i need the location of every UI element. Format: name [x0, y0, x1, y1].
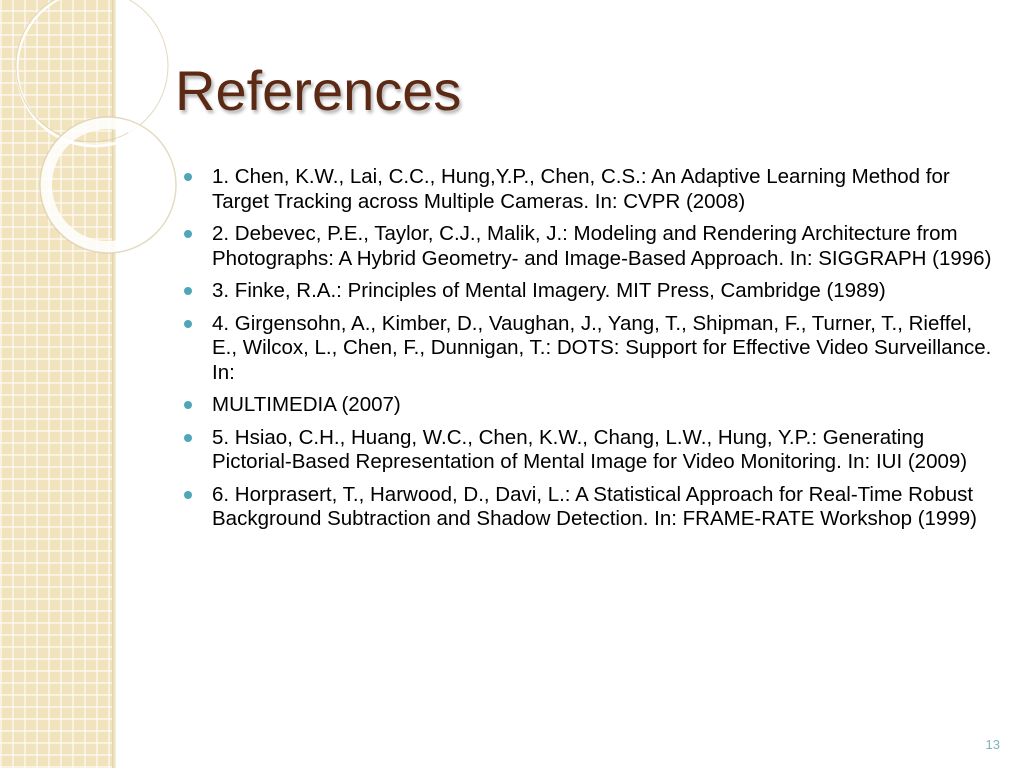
- reference-list: [180, 165, 995, 540]
- reference-text: 5. Hsiao, C.H., Huang, W.C., Chen, K.W., Chang, L.W., Hung, Y.P.: Generating Pictorial-Based Representation of Mental Image for Video Monitoring. In: IUI (2009): [212, 425, 968, 473]
- reference-text: 4. Girgensohn, A., Kimber, D., Vaughan, J., Yang, T., Shipman, F., Turner, T., Rieffel, E., Wilcox, L., Chen, F., Dunnigan, T.: DOTS: Support for Effective Video Surveillance. In:: [212, 311, 992, 384]
- bullet-dot-icon: [184, 287, 192, 295]
- bullet-dot-icon: [184, 320, 192, 328]
- reference-item: [180, 312, 995, 386]
- reference-text: 2. Debevec, P.E., Taylor, C.J., Malik, J.: Modeling and Rendering Architecture from Photographs: A Hybrid Geometry- and Image-Based Approach. In: SIGGRAPH (1996): [212, 222, 992, 270]
- reference-item: [180, 483, 995, 532]
- decorative-rings-graphic: [0, 0, 200, 260]
- reference-text: 6. Horprasert, T., Harwood, D., Davi, L.: A Statistical Approach for Real-Time Robust Background Subtraction and Shadow Detection. In: FRAME-RATE Workshop (1999): [212, 482, 977, 530]
- reference-item: [180, 279, 995, 304]
- bullet-dot-icon: [184, 173, 192, 181]
- reference-text: MULTIMEDIA (2007): [212, 393, 401, 416]
- bullet-dot-icon: [184, 401, 192, 409]
- reference-item: [180, 165, 995, 214]
- reference-item: [180, 222, 995, 271]
- reference-item: [180, 426, 995, 475]
- reference-item: [180, 393, 995, 418]
- page-number: 13: [985, 737, 1000, 752]
- reference-text: 3. Finke, R.A.: Principles of Mental Imagery. MIT Press, Cambridge (1989): [212, 279, 886, 302]
- bullet-dot-icon: [184, 434, 192, 442]
- reference-text: 1. Chen, K.W., Lai, C.C., Hung,Y.P., Chen, C.S.: An Adaptive Learning Method for Target Tracking across Multiple Cameras. In: CVPR (2008): [212, 165, 950, 213]
- bullet-dot-icon: [184, 230, 192, 238]
- bullet-dot-icon: [184, 491, 192, 499]
- slide-title: References: [175, 59, 462, 122]
